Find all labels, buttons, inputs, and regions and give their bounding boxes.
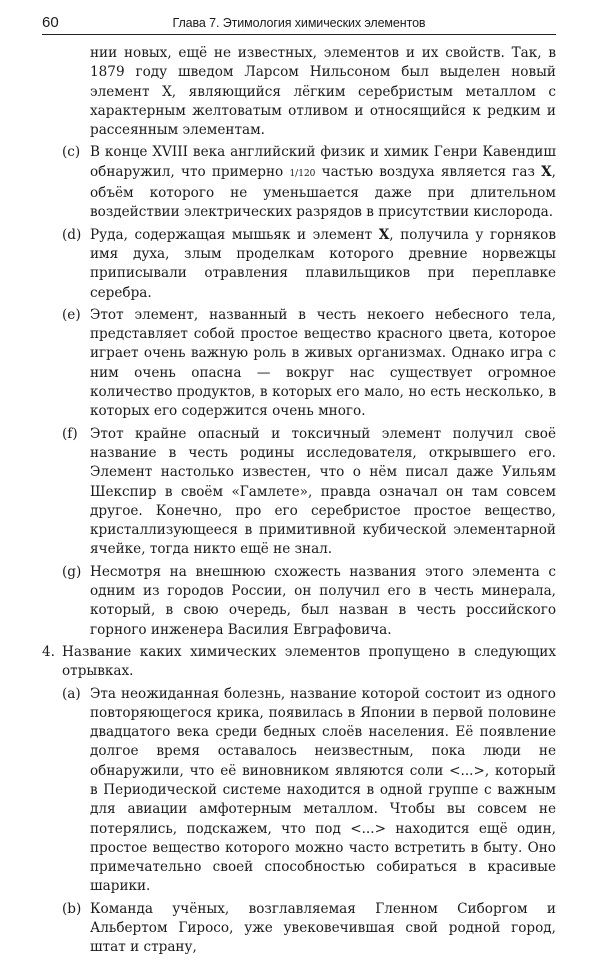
element-x: X bbox=[541, 163, 552, 180]
item-text: Эта неожиданная болезнь, название которой состоит из одного повторяющегося крика, появилась в Японии в первой половине двадцатого века среди бедных слоёв населения. Её появление долгое время оставалось неизвестным, пока люди не обнаружили, что её виновником являются соли <...>, который в Периодической системе находится в одной группе с важным для авиации амфотерным металлом. Чтобы вы совсем не потерялись, подскажем, что под <...> находится ещё один, простое вещество которого можно часто встретить в быту. Оно примечательно своей способностью собираться в красивые шарики. bbox=[90, 685, 556, 895]
item-label: (c) bbox=[62, 144, 81, 161]
item-label: (d) bbox=[62, 226, 82, 243]
item-text bbox=[90, 143, 556, 222]
continuation-paragraph: нии новых, ещё не известных, элементов и их свойств. Так, в 1879 году шведом Ларсом Нильсоном был выделен новый элемент X, являющийся лёгким серебристым металлом с характерным желтоватым отливом и относящийся к редким и рассеянным элементам. bbox=[90, 45, 556, 139]
text-segment: , объём которого не уменьшается даже при длительном воздействии электрических разрядов в присутствии кислорода. bbox=[90, 163, 556, 221]
item-text: Команда учёных, возглавляемая Гленном Сиборгом и Альбертом Гиросо, уже увековечившая свой родной город, штат и страну, bbox=[90, 900, 556, 956]
text-segment: частью воздуха является газ bbox=[315, 163, 542, 180]
text-segment: Руда, содержащая мышьяк и элемент bbox=[90, 226, 379, 243]
item-text: Несмотря на внешнюю схожесть названия этого элемента с одним из городов России, он получил его в честь минерала, который, в свою очередь, был назван в честь российского горного инженера Василия Евграфовича. bbox=[90, 563, 556, 638]
running-header bbox=[42, 12, 556, 35]
subitem-b bbox=[42, 900, 556, 958]
question-number: 4. bbox=[42, 643, 55, 660]
fraction: 1/120 bbox=[289, 168, 316, 179]
running-title: Глава 7. Этимология химических элементов bbox=[172, 16, 426, 30]
item-label: (b) bbox=[62, 900, 82, 917]
question-4 bbox=[42, 643, 556, 682]
item-label: (g) bbox=[62, 563, 82, 580]
page-number: 60 bbox=[42, 14, 59, 31]
item-label: (a) bbox=[62, 685, 81, 702]
text-segment: , получила у горняков имя духа, злым проделкам которого древние норвежцы приписывали отравления плавильщиков при переплавке серебра. bbox=[90, 226, 556, 301]
element-x: X bbox=[378, 226, 390, 243]
question-text: Название каких химических элементов пропущено в следующих отрывках. bbox=[62, 643, 556, 680]
list-item-g bbox=[42, 563, 556, 640]
item-label: (e) bbox=[62, 306, 81, 323]
item-text bbox=[90, 226, 556, 303]
page-body bbox=[42, 44, 556, 958]
list-item-c bbox=[42, 143, 556, 222]
item-text: Этот крайне опасный и токсичный элемент получил своё название в честь родины исследователя, открывшего его. Элемент настолько известен, что о нём писал даже Уильям Шекспир в своём «Гамлете», правда означал он там совсем другое. Конечно, про его серебристое простое вещество, кристаллизующееся в примитивной кубической элементарной ячейке, тогда никто ещё не знал. bbox=[90, 425, 556, 558]
text-segment: В конце XVIII века английский физик и химик Генри Кавендиш обнаружил, что примерно bbox=[90, 144, 556, 180]
list-item-e bbox=[42, 306, 556, 422]
item-text: Этот элемент, названный в честь некоего небесного тела, представляет собой простое вещество красного цвета, которое играет очень важную роль в живых организмах. Однако игра с ним очень опасна — вокруг нас существует огромное количество продуктов, в которых его мало, но есть несколько, в которых его содержится очень много. bbox=[90, 306, 556, 420]
item-label: (f) bbox=[62, 425, 78, 442]
list-item-f bbox=[42, 425, 556, 560]
subitem-a bbox=[42, 685, 556, 897]
list-item-d bbox=[42, 226, 556, 303]
